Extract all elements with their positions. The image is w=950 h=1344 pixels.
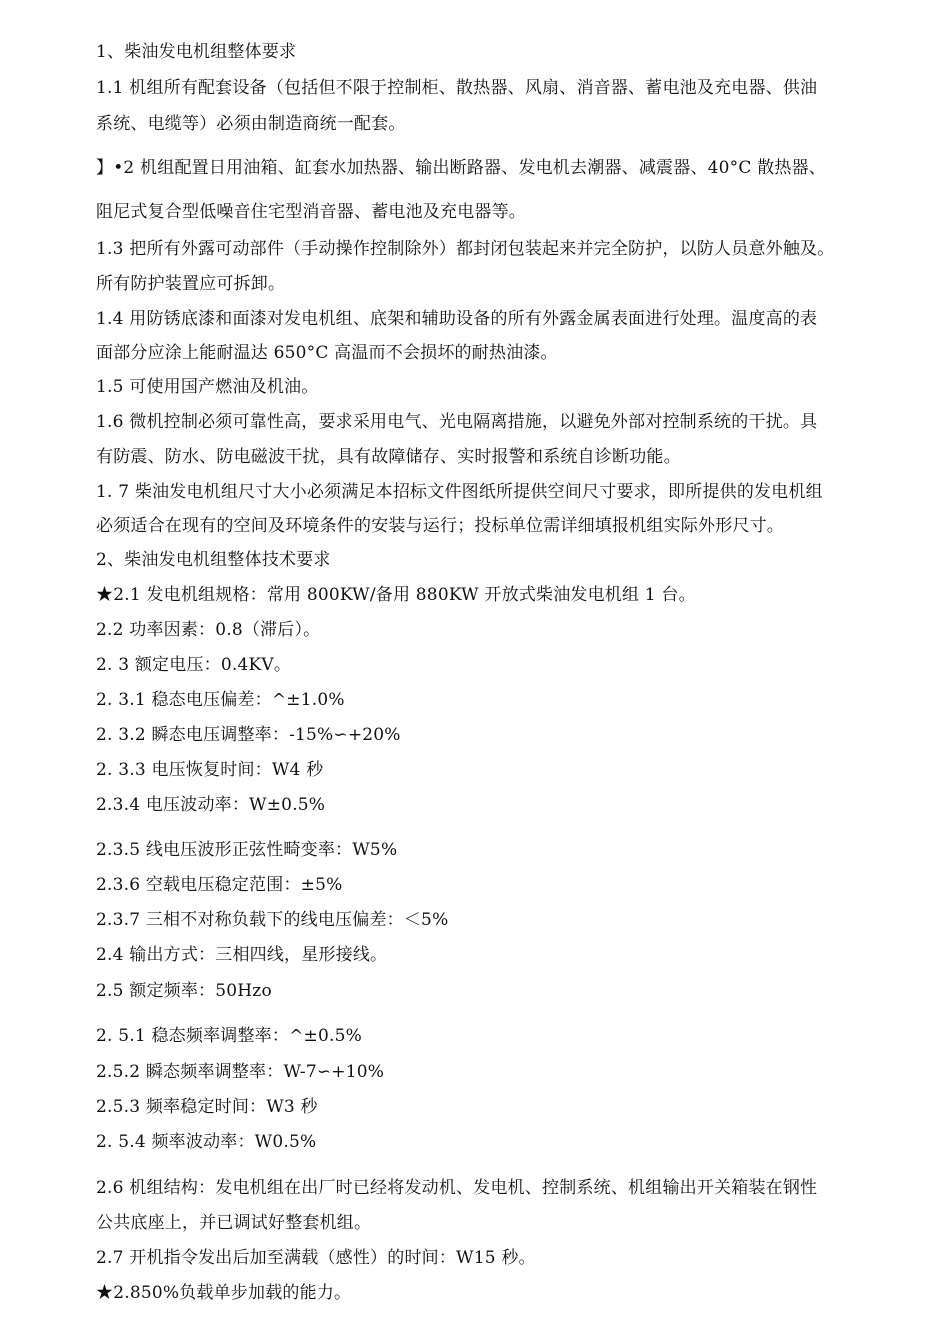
paragraph-line: 系统、电缆等）必须由制造商统一配套。 xyxy=(96,114,406,134)
paragraph-line: 1.6 微机控制必须可靠性高，要求采用电气、光电隔离措施，以避免外部对控制系统的干扰。具 xyxy=(96,412,818,432)
paragraph-line: 公共底座上，并已调试好整套机组。 xyxy=(96,1213,372,1233)
spec-line: 2.3.5 线电压波形正弦性畸变率：W5% xyxy=(96,840,398,860)
spec-line: 2.5.2 瞬态频率调整率：W-7∽+10% xyxy=(96,1062,385,1082)
spec-line: 2.3.7 三相不对称负载下的线电压偏差：＜5% xyxy=(96,910,449,930)
spec-line: 2. 3.1 稳态电压偏差：^±1.0% xyxy=(96,690,345,710)
paragraph-line: 面部分应涂上能耐温达 650°C 高温而不会损坏的耐热油漆。 xyxy=(96,343,558,363)
spec-line: 2.7 开机指令发出后加至满载（感性）的时间：W15 秒。 xyxy=(96,1248,536,1268)
spec-line: 2. 3.3 电压恢复时间：W4 秒 xyxy=(96,760,324,780)
paragraph-line: 1.3 把所有外露可动部件（手动操作控制除外）都封闭包装起来并完全防护，以防人员意外触及。 xyxy=(96,239,835,259)
paragraph-line: 1.5 可使用国产燃油及机油。 xyxy=(96,377,319,397)
paragraph-line: 阻尼式复合型低噪音住宅型消音器、蓄电池及充电器等。 xyxy=(96,202,526,222)
spec-line: 2. 5.1 稳态频率调整率：^±0.5% xyxy=(96,1026,362,1046)
spec-line: 2. 3 额定电压：0.4KV。 xyxy=(96,655,292,675)
spec-line: ★2.850%负载单步加载的能力。 xyxy=(96,1283,352,1303)
section-heading: 1、柴油发电机组整体要求 xyxy=(96,42,297,62)
paragraph-line: 所有防护装置应可拆卸。 xyxy=(96,274,286,294)
paragraph-line: 1. 7 柴油发电机组尺寸大小必须满足本招标文件图纸所提供空间尺寸要求，即所提供的发电机组 xyxy=(96,482,823,502)
paragraph-line: 1.1 机组所有配套设备（包括但不限于控制柜、散热器、风扇、消音器、蓄电池及充电器、供油 xyxy=(96,78,818,98)
section-heading: 2、柴油发电机组整体技术要求 xyxy=(96,550,331,570)
paragraph-line: 2.6 机组结构：发电机组在出厂时已经将发动机、发电机、控制系统、机组输出开关箱装在钢性 xyxy=(96,1178,818,1198)
paragraph-line: 有防震、防水、防电磁波干扰，具有故障储存、实时报警和系统自诊断功能。 xyxy=(96,447,681,467)
spec-line: ★2.1 发电机组规格：常用 800KW/备用 880KW 开放式柴油发电机组 1 台。 xyxy=(96,585,696,605)
paragraph-line: 必须适合在现有的空间及环境条件的安装与运行；投标单位需详细填报机组实际外形尺寸。 xyxy=(96,516,784,536)
spec-line: 2.3.6 空载电压稳定范围：±5% xyxy=(96,875,343,895)
spec-line: 2.3.4 电压波动率：W±0.5% xyxy=(96,795,326,815)
spec-line: 2.5 额定频率：50Hzo xyxy=(96,981,272,1001)
paragraph-line: 1.4 用防锈底漆和面漆对发电机组、底架和辅助设备的所有外露金属表面进行处理。温度高的表 xyxy=(96,309,818,329)
spec-line: 2.5.3 频率稳定时间：W3 秒 xyxy=(96,1097,318,1117)
spec-line: 2. 5.4 频率波动率：W0.5% xyxy=(96,1132,317,1152)
paragraph-line: 】•2 机组配置日用油箱、缸套水加热器、输出断路器、发电机去潮器、减震器、40°C 散热器、 xyxy=(96,158,826,178)
spec-line: 2. 3.2 瞬态电压调整率：-15%∽+20% xyxy=(96,725,401,745)
spec-line: 2.2 功率因素：0.8（滞后）。 xyxy=(96,620,321,640)
spec-line: 2.4 输出方式：三相四线，星形接线。 xyxy=(96,945,388,965)
